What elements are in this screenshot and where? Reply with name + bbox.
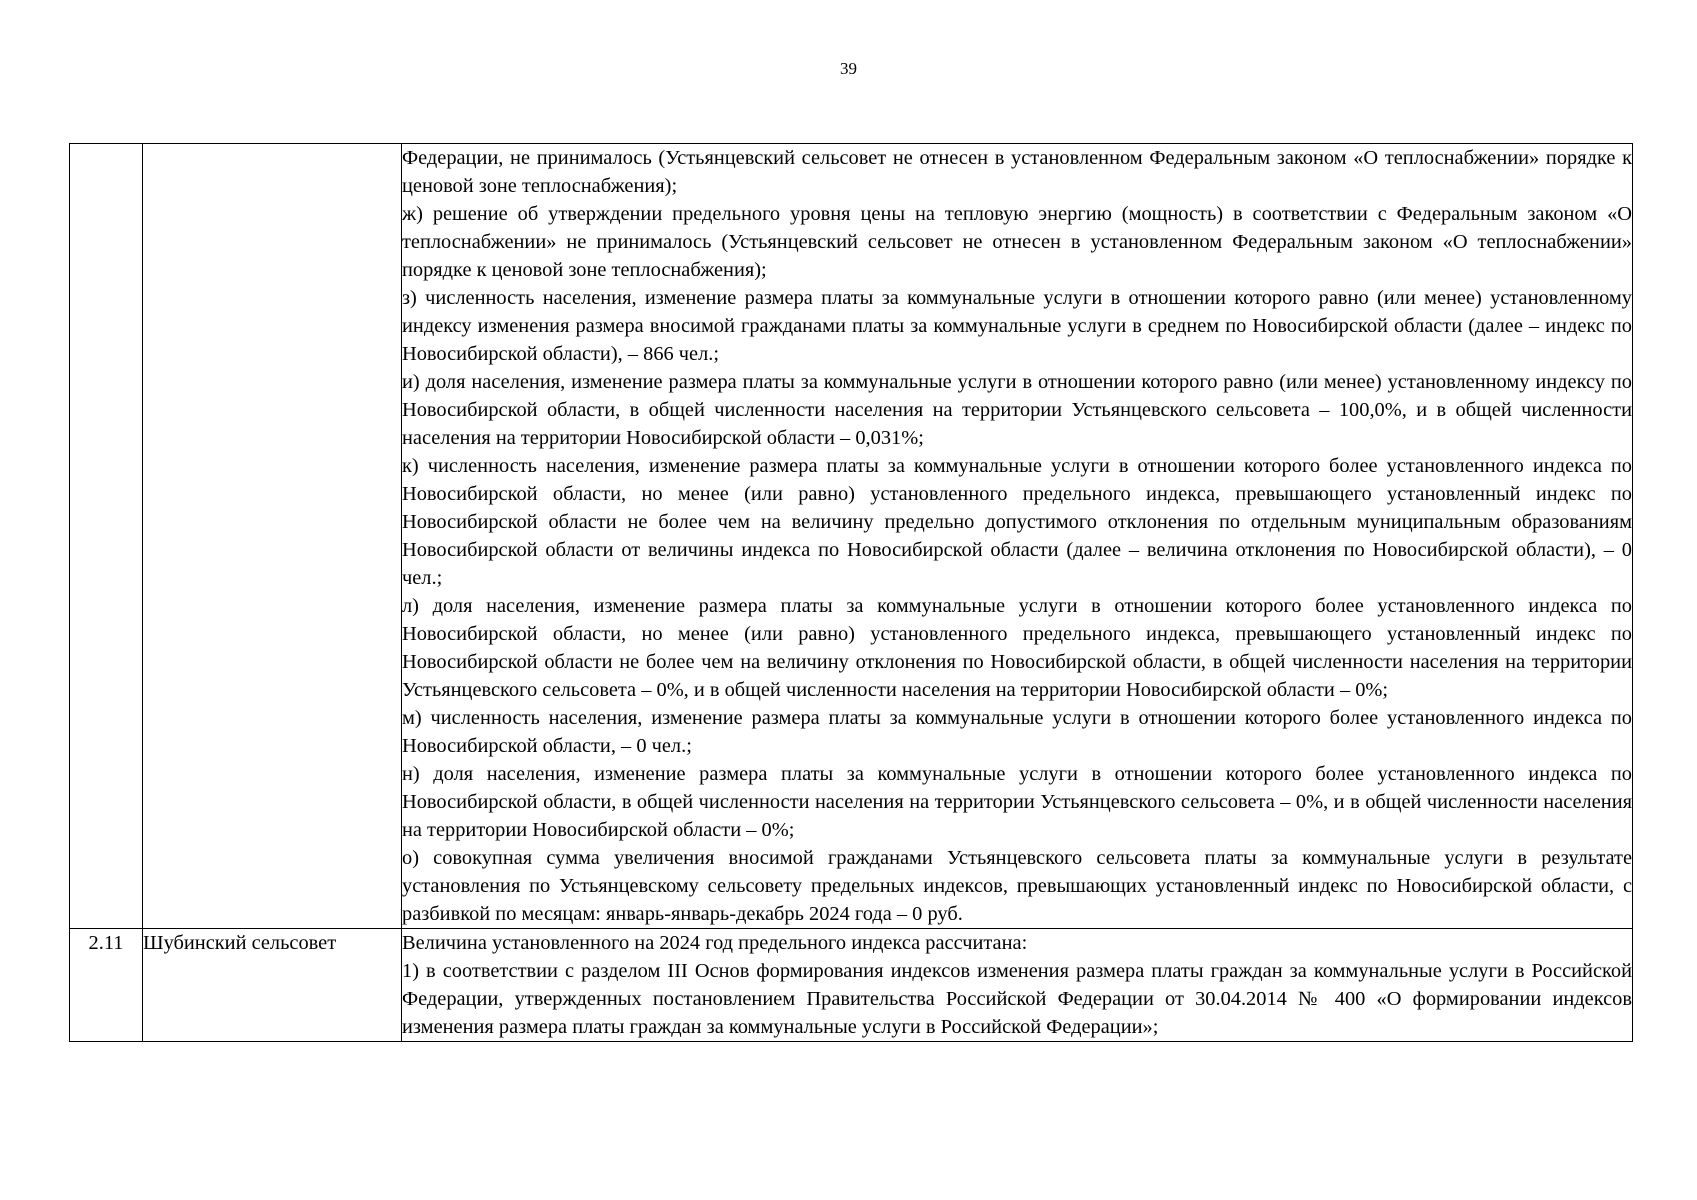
description-cell [402, 144, 1633, 929]
paragraph: м) численность населения, изменение размера платы за коммунальные услуги в отношении которого более установленного индекса по Новосибирской области, – 0 чел.; [402, 707, 1632, 757]
paragraph: к) численность населения, изменение размера платы за коммунальные услуги в отношении которого более установленного индекса по Новосибирской области, но менее (или равно) установленного предельного индекса, превышающего установленный индекс по Новосибирской области не более чем на величину предельно допустимого отклонения по отдельным муниципальным образованиям Новосибирской области от величины индекса по Новосибирской области (далее – величина отклонения по Новосибирской области), – 0 чел.; [402, 455, 1632, 589]
table-row [70, 929, 1633, 1042]
paragraph: Величина установленного на 2024 год предельного индекса рассчитана: [402, 932, 1028, 954]
table-row [70, 144, 1633, 929]
page-number: 39 [840, 59, 857, 78]
row-number-cell: 2.11 [70, 929, 143, 1042]
paragraph: ж) решение об утверждении предельного уровня цены на тепловую энергию (мощность) в соответствии с Федеральным законом «О теплоснабжении» не принималось (Устьянцевский сельсовет не отнесен в установленном Федеральным законом «О теплоснабжении» порядке к ценовой зоне теплоснабжения); [402, 203, 1632, 281]
paragraph: л) доля населения, изменение размера платы за коммунальные услуги в отношении которого более установленного индекса по Новосибирской области, но менее (или равно) установленного предельного индекса, превышающего установленный индекс по Новосибирской области не более чем на величину отклонения по Новосибирской области, в общей численности населения на территории Устьянцевского сельсовета – 0%, и в общей численности населения на территории Новосибирской области – 0%; [402, 595, 1632, 701]
paragraph: з) численность населения, изменение размера платы за коммунальные услуги в отношении которого равно (или менее) установленному индексу изменения размера вносимой гражданами платы за коммунальные услуги в среднем по Новосибирской области (далее – индекс по Новосибирской области), – 866 чел.; [402, 287, 1632, 365]
row-number-cell [70, 144, 143, 929]
paragraph: н) доля населения, изменение размера платы за коммунальные услуги в отношении которого более установленного индекса по Новосибирской области, в общей численности населения на территории Устьянцевского сельсовета – 0%, и в общей численности населения на территории Новосибирской области – 0%; [402, 763, 1632, 841]
data-table [69, 143, 1633, 1042]
municipality-name-cell: Шубинский сельсовет [143, 929, 402, 1042]
paragraph: 1) в соответствии с разделом III Основ формирования индексов изменения размера платы граждан за коммунальные услуги в Российской Федерации, утвержденных постановлением Правительства Российской Федерации от 30.04.2014 № 400 «О формировании индексов изменения размера платы граждан за коммунальные услуги в Российской Федерации»; [402, 960, 1632, 1038]
paragraph: Федерации, не принималось (Устьянцевский сельсовет не отнесен в установленном Федеральным законом «О теплоснабжении» порядке к ценовой зоне теплоснабжения); [402, 147, 1632, 197]
description-cell [402, 929, 1633, 1042]
paragraph: о) совокупная сумма увеличения вносимой гражданами Устьянцевского сельсовета платы за коммунальные услуги в результате установления по Устьянцевскому сельсовету предельных индексов, превышающих установленный индекс по Новосибирской области, с разбивкой по месяцам: январь-январь-декабрь 2024 года – 0 руб. [402, 847, 1632, 925]
paragraph: и) доля населения, изменение размера платы за коммунальные услуги в отношении которого равно (или менее) установленному индексу по Новосибирской области, в общей численности населения на территории Устьянцевского сельсовета – 100,0%, и в общей численности населения на территории Новосибирской области – 0,031%; [402, 371, 1632, 449]
municipality-name-cell [143, 144, 402, 929]
